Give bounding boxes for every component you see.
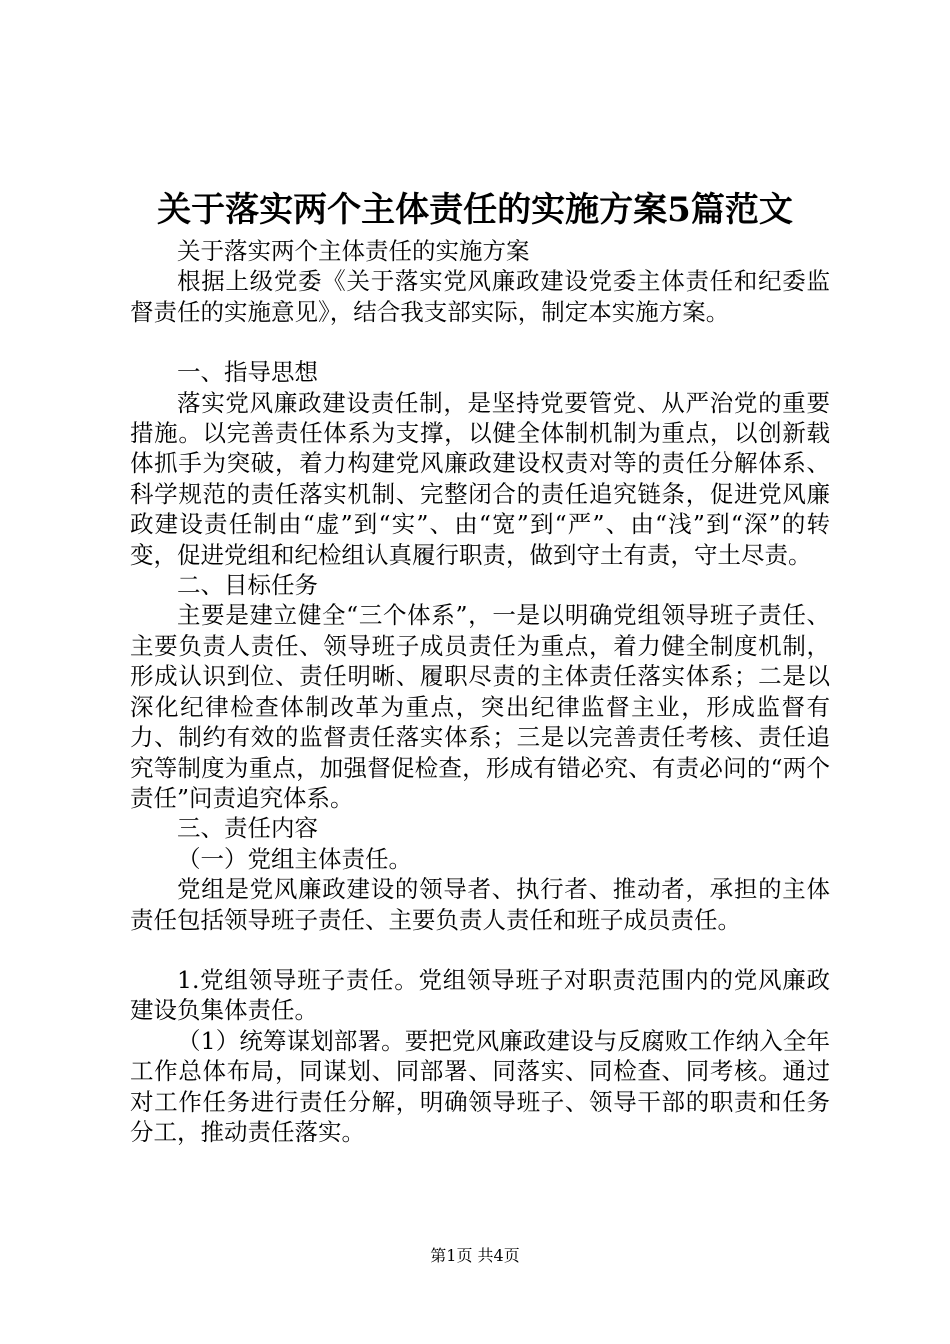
paragraph-guiding-thought: 落实党风廉政建设责任制，是坚持党要管党、从严治党的重要措施。以完善责任体系为支撑，以健全体制机制为重点，以创新载体抓手为突破，着力构建党风廉政建设权责对等的责任分解体系、科学规范的责任落实机制、完整闭合的责任追究链条，促进党风廉政建设责任制由“虚”到“实”、由“宽”到“严”、由“浅”到“深”的转变，促进党组和纪检组认真履行职责，做到守土有责，守土尽责。 — [130, 388, 830, 569]
paragraph-intro: 根据上级党委《关于落实党风廉政建设党委主体责任和纪委监督责任的实施意见》，结合我支部实际，制定本实施方案。 — [130, 267, 830, 326]
paragraph-subtitle: 关于落实两个主体责任的实施方案 — [177, 237, 530, 265]
section-heading-guiding-thought: 一、指导思想 — [177, 358, 318, 387]
document-body — [130, 236, 830, 1147]
section-heading-goals: 二、目标任务 — [177, 571, 318, 600]
paragraph-overall-planning: （1）统筹谋划部署。要把党风廉政建设与反腐败工作纳入全年工作总体布局，同谋划、同部署、同落实、同检查、同考核。通过对工作任务进行责任分解，明确领导班子、领导干部的职责和任务分工，推动责任落实。 — [130, 1026, 830, 1146]
paragraph-leadership-responsibility: 1.党组领导班子责任。党组领导班子对职责范围内的党风廉政建设负集体责任。 — [130, 965, 830, 1025]
section-heading-responsibility: 三、责任内容 — [177, 814, 318, 843]
page-number-footer: 第1页 共4页 — [430, 1246, 520, 1265]
paragraph-party-group: 党组是党风廉政建设的领导者、执行者、推动者，承担的主体责任包括领导班子责任、主要负责人责任和班子成员责任。 — [130, 875, 830, 934]
paragraph-goals: 主要是建立健全“三个体系”，一是以明确党组领导班子责任、主要负责人责任、领导班子成员责任为重点，着力健全制度机制，形成认识到位、责任明晰、履职尽责的主体责任落实体系；二是以深化纪律检查体制改革为重点，突出纪律监督主业，形成监督有力、制约有效的监督责任落实体系；三是以完善责任考核、责任追究等制度为重点，加强督促检查，形成有错必究、有责必问的“两个责任”问责追究体系。 — [130, 601, 830, 812]
subsection-heading-party-group: （一）党组主体责任。 — [177, 844, 412, 873]
document-title: 关于落实两个主体责任的实施方案5篇范文 — [157, 190, 793, 230]
